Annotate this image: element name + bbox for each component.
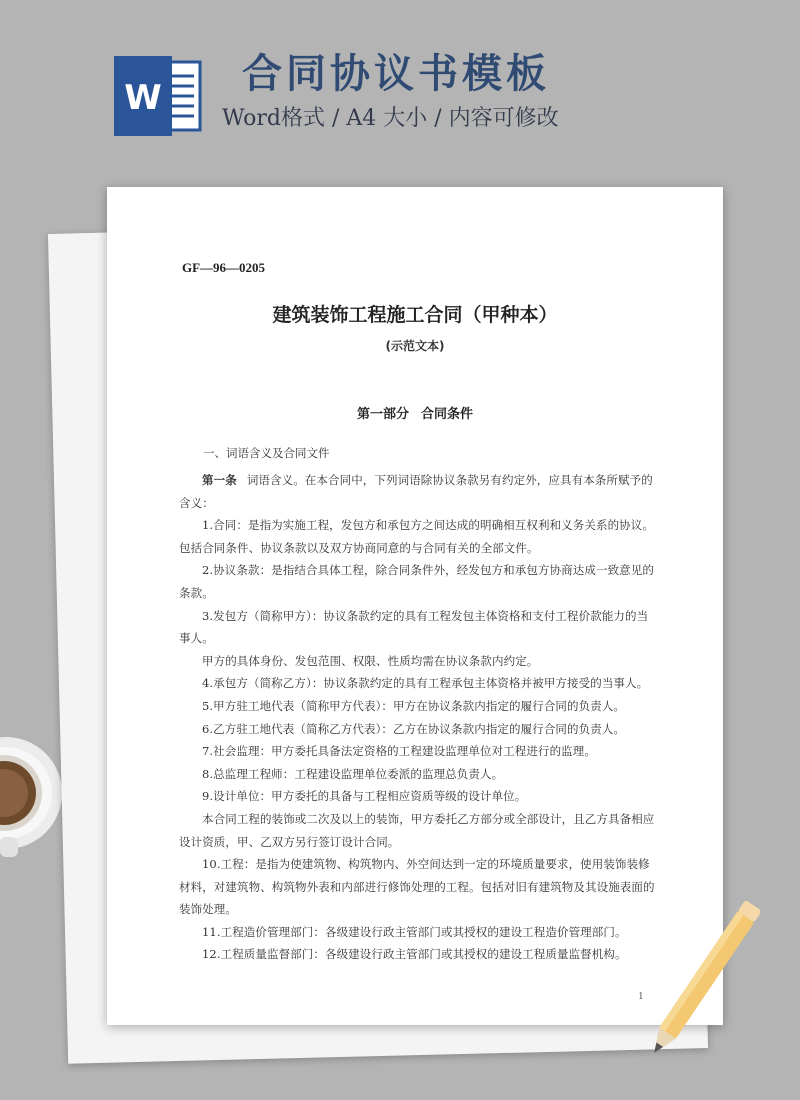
page-number: 1	[638, 990, 644, 1002]
body-paragraph: 4.承包方（简称乙方）：协议条款约定的具有工程承包主体资格并被甲方接受的当事人。	[202, 676, 649, 691]
article-text: 词语含义。在本合同中，下列词语除协议条款另有约定外，应具有本条所赋予的含义：	[179, 473, 653, 510]
document-body	[179, 469, 657, 966]
word-document-icon	[112, 56, 204, 136]
coffee-cup-icon	[0, 725, 65, 865]
body-paragraph: 5.甲方驻工地代表（简称甲方代表）：甲方在协议条款内指定的履行合同的负责人。	[202, 698, 626, 713]
page-title: 合同协议书模板	[242, 51, 550, 97]
body-paragraph: 10.工程：是指为使建筑物、构筑物内、外空间达到一定的环境质量要求，使用装饰装修材料，对建筑物、构筑物外表和内部进行修饰处理的工程。包括对旧有建筑物及其设施表面的装饰处理。	[179, 857, 655, 917]
body-paragraph: 本合同工程的装饰或二次及以上的装饰，甲方委托乙方部分或全部设计，且乙方具备相应设计资质，甲、乙双方另行签订设计合同。	[179, 811, 655, 849]
body-paragraph: 12.工程质量监督部门：各级建设行政主管部门或其授权的建设工程质量监督机构。	[202, 947, 627, 962]
article-label: 第一条	[202, 473, 237, 487]
body-paragraph: 9.设计单位：甲方委托的具备与工程相应资质等级的设计单位。	[202, 789, 527, 804]
page-subtitle: Word格式 / A4 大小 / 内容可修改	[222, 106, 559, 131]
body-paragraph: 7.社会监理：甲方委托具备法定资格的工程建设监理单位对工程进行的监理。	[202, 744, 596, 759]
body-paragraph: 3.发包方（简称甲方）：协议条款约定的具有工程发包主体资格和支付工程价款能力的当事人。	[179, 608, 649, 646]
document-subtitle: (示范文本)	[385, 339, 445, 353]
body-paragraph: 2.协议条款：是指结合具体工程，除合同条件外，经发包方和承包方协商达成一致意见的条款。	[179, 563, 654, 600]
body-paragraph: 1.合同：是指为实施工程，发包方和承包方之间达成的明确相互权利和义务关系的协议。包括合同条件、协议条款以及双方协商同意的与合同有关的全部文件。	[179, 518, 654, 555]
header	[0, 0, 800, 160]
body-paragraph: 6.乙方驻工地代表（简称乙方代表）：乙方在协议条款内指定的履行合同的负责人。	[202, 721, 626, 736]
pencil-icon	[640, 895, 760, 1075]
document-content	[107, 187, 723, 1025]
part-heading	[107, 403, 723, 422]
body-paragraph: 8.总监理工程师：工程建设监理单位委派的监理总负责人。	[202, 766, 504, 781]
document-code: GF—96—0205	[182, 260, 266, 275]
part-title: 合同条件	[421, 407, 474, 422]
body-paragraph: 11.工程造价管理部门：各级建设行政主管部门或其授权的建设工程造价管理部门。	[202, 924, 627, 939]
section-heading: 一、词语含义及合同文件	[203, 446, 330, 460]
part-number: 第一部分	[356, 407, 409, 422]
document-title: 建筑装饰工程施工合同（甲种本）	[272, 304, 558, 326]
article-paragraph	[179, 469, 657, 514]
document-page	[107, 187, 723, 1025]
word-icon-letter: W	[124, 78, 162, 118]
body-paragraph: 甲方的具体身份、发包范围、权限、性质均需在协议条款内约定。	[202, 653, 539, 668]
